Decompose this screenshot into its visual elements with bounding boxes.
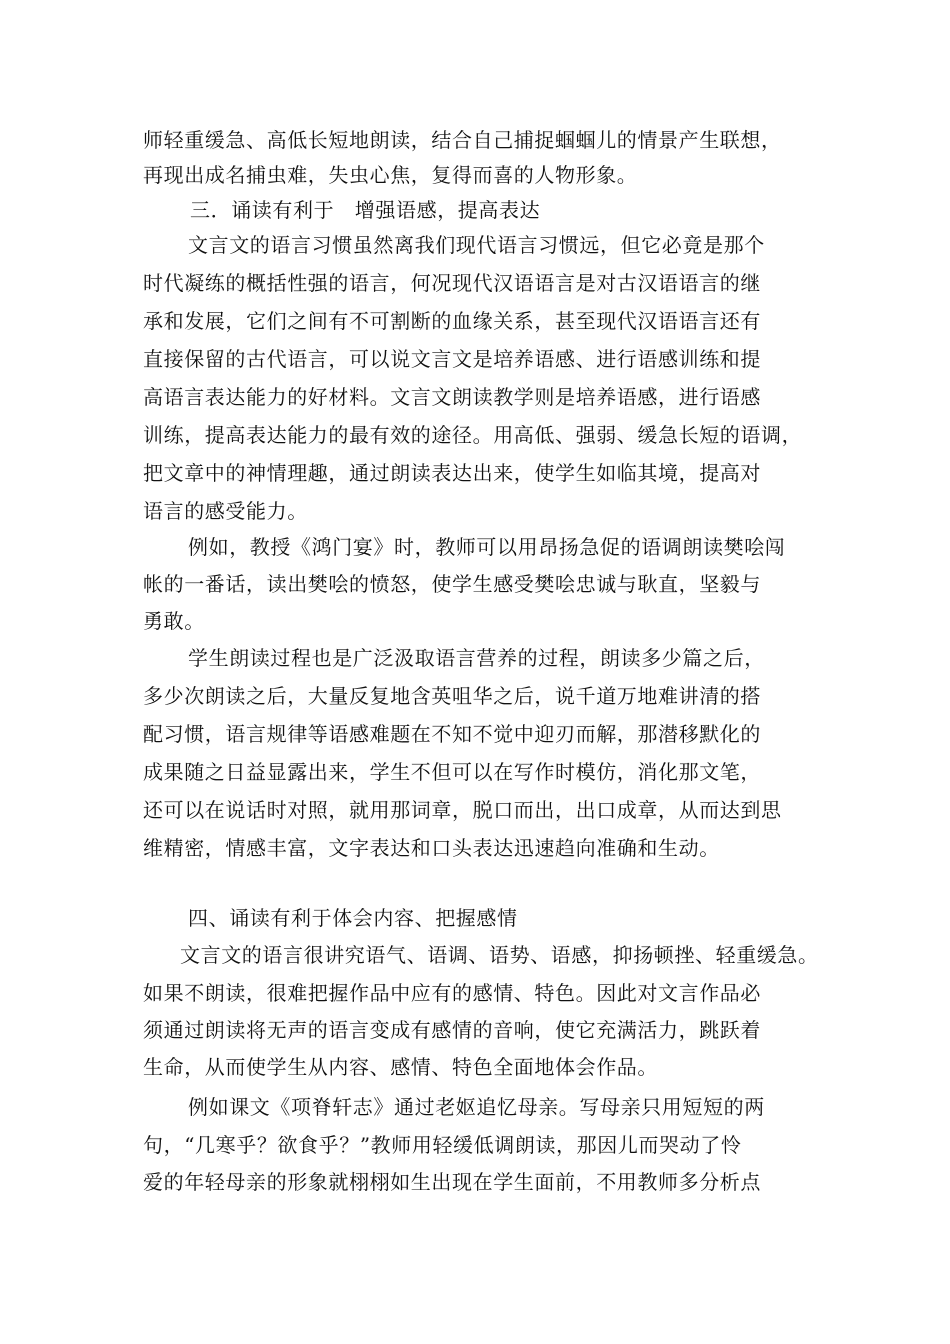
text-line: 高语言表达能力的好材料。文言文朗读教学则是培养语感，进行语感 (143, 385, 761, 409)
text-line: 师轻重缓急、高低长短地朗读，结合自己捕捉蝈蝈儿的情景产生联想， (143, 128, 782, 152)
paragraph-start: 文言文的语言习惯虽然离我们现代语言习惯远，但它必竟是那个 (188, 233, 765, 257)
paragraph-start: 文言文的语言很讲究语气、语调、语势、语感，抑扬顿挫、轻重缓急。 (180, 943, 819, 967)
text-line: 须通过朗读将无声的语言变成有感情的音响，使它充满活力，跳跃着 (143, 1018, 761, 1042)
text-line: 如果不朗读，很难把握作品中应有的感情、特色。因此对文言作品必 (143, 981, 761, 1005)
paragraph-start: 学生朗读过程也是广泛汲取语言营养的过程，朗读多少篇之后， (188, 646, 765, 670)
text-line: 帐的一番话，读出樊哙的愤怒，使学生感受樊哙忠诚与耿直，坚毅与 (143, 572, 761, 596)
text-line: 把文章中的神情理趣，通过朗读表达出来，使学生如临其境，提高对 (143, 461, 761, 485)
text-line: 生命，从而使学生从内容、感情、特色全面地体会作品。 (143, 1055, 658, 1079)
paragraph-start: 例如课文《项脊轩志》通过老妪追忆母亲。写母亲只用短短的两 (188, 1095, 765, 1119)
text-line: 多少次朗读之后，大量反复地含英咀华之后，说千道万地难讲清的搭 (143, 684, 761, 708)
section-heading-4: 四、诵读有利于体会内容、把握感情 (188, 906, 518, 930)
text-line: 语言的感受能力。 (143, 499, 308, 523)
text-line: 维精密，情感丰富，文字表达和口头表达迅速趋向准确和生动。 (143, 836, 720, 860)
text-line: 时代凝练的概括性强的语言，何况现代汉语语言是对古汉语语言的继 (143, 271, 761, 295)
text-line: 训练，提高表达能力的最有效的途径。用高低、强弱、缓急长短的语调， (143, 423, 803, 447)
section-heading-3: 三．诵读有利于 增强语感，提高表达 (190, 198, 541, 222)
text-line: 配习惯，语言规律等语感难题在不知不觉中迎刃而解，那潜移默化的 (143, 722, 761, 746)
text-line: 勇敢。 (143, 609, 205, 633)
text-line: 成果随之日益显露出来，学生不但可以在写作时模仿，消化那文笔， (143, 760, 761, 784)
text-line: 句，“几寒乎？欲食乎？”教师用轻缓低调朗读，那因儿而哭动了怜 (143, 1133, 742, 1157)
text-line: 直接保留的古代语言，可以说文言文是培养语感、进行语感训练和提 (143, 347, 761, 371)
text-line: 爱的年轻母亲的形象就栩栩如生出现在学生面前，不用教师多分析点 (143, 1170, 761, 1194)
text-line: 再现出成名捕虫难，失虫心焦，复得而喜的人物形象。 (143, 163, 638, 187)
paragraph-start: 例如，教授《鸿门宴》时，教师可以用昂扬急促的语调朗读樊哙闯 (188, 535, 786, 559)
text-line: 还可以在说话时对照，就用那词章，脱口而出，出口成章，从而达到思 (143, 798, 782, 822)
text-line: 承和发展，它们之间有不可割断的血缘关系，甚至现代汉语语言还有 (143, 309, 761, 333)
